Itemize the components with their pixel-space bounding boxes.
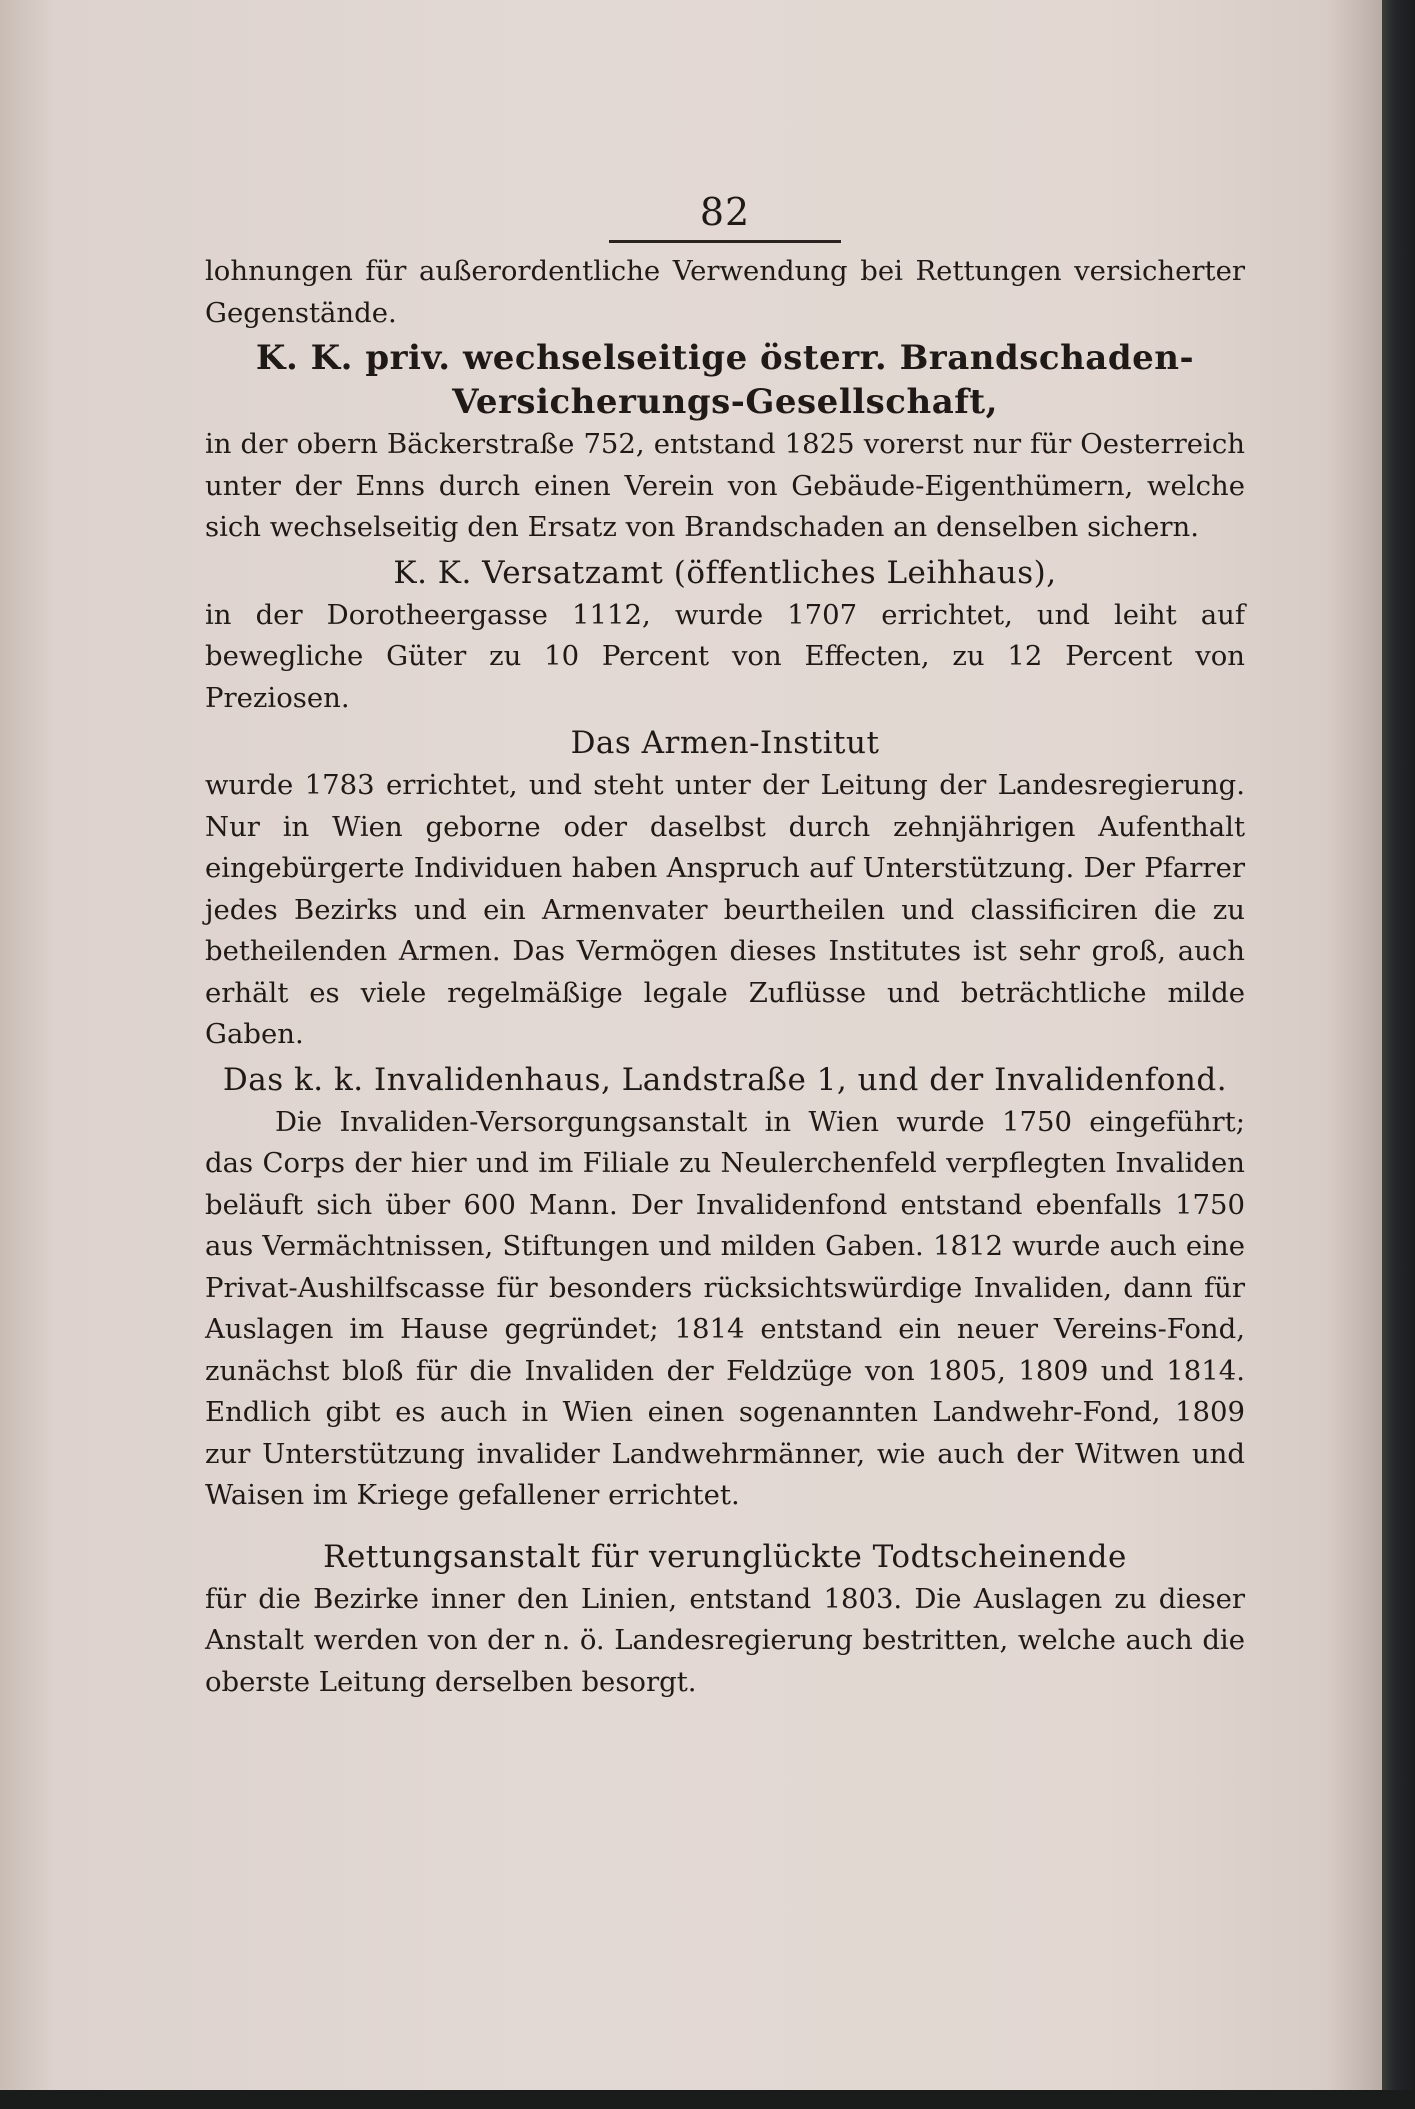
heading-armen-institut: Das Armen-Institut bbox=[570, 725, 880, 761]
heading-invalidenhaus: Das k. k. Invalidenhaus, Landstraße 1, und der Invalidenfond. bbox=[222, 1061, 1228, 1098]
body-armen-institut: wurde 1783 errichtet, und steht unter der Leitung der Landesregierung. Nur in Wien geborne oder daselbst durch zehnjährigen Aufenthalt eingebürgerte Individuen haben Anspruch auf Unterstützung. Der Pfarrer jedes Bezirks und ein Armenvater beurtheilen und classificiren die zu betheilenden Armen. Das Vermögen dieses Institutes ist sehr groß, auch erhält es viele regelmäßige legale Zuflüsse und beträchtliche milde Gaben. bbox=[205, 769, 1245, 1050]
header-rule bbox=[609, 240, 841, 243]
body-brandschaden: in der obern Bäckerstraße 752, entstand 1825 vorerst nur für Oesterreich unter der Enns durch einen Verein von Gebäude-Eigenthümern, welche sich wechselseitig den Ersatz von Brandschaden an denselben sichern. bbox=[205, 428, 1245, 543]
body-versatzamt: in der Dorotheergasse 1112, wurde 1707 errichtet, und leiht auf bewegliche Güter zu 10 Percent von Effecten, zu 12 Percent von Preziosen. bbox=[205, 598, 1245, 714]
intro-paragraph: lohnungen für außerordentliche Verwendung bei Rettungen versicherter Gegenstände. bbox=[205, 255, 1245, 329]
book-spine bbox=[1382, 0, 1415, 2109]
body-rettungsanstalt: für die Bezirke inner den Linien, entstand 1803. Die Auslagen zu dieser Anstalt werden von der n. ö. Landesregierung bestritten, welche auch die oberste Leitung derselben besorgt. bbox=[205, 1582, 1245, 1698]
page-text bbox=[205, 190, 1245, 1703]
heading-brandschaden: K. K. priv. wechselseitige österr. Brandschaden-Versicherungs-Gesellschaft, bbox=[255, 338, 1195, 422]
page-number: 82 bbox=[699, 190, 751, 234]
body-invalidenhaus: Die Invaliden-Versorgungsanstalt in Wien wurde 1750 eingeführt; das Corps der hier und im Filiale zu Neulerchenfeld verpflegten Invaliden beläuft sich über 600 Mann. Der Invalidenfond entstand ebenfalls 1750 aus Vermächtnissen, Stiftungen und milden Gaben. 1812 wurde auch eine Privat-Aushilfscasse für besonders rücksichtswürdige Invaliden, dann für Auslagen im Hause gegründet; 1814 entstand ein neuer Vereins-Fond, zunächst bloß für die Invaliden der Feldzüge von 1805, 1809 und 1814. Endlich gibt es auch in Wien einen sogenannten Landwehr-Fond, 1809 zur Unterstützung invalider Landwehrmänner, wie auch der Witwen und Waisen im Kriege gefallener errichtet. bbox=[205, 1105, 1245, 1511]
heading-rettungsanstalt: Rettungsanstalt für verunglückte Todtscheinende bbox=[323, 1538, 1127, 1575]
book-edge bbox=[0, 2090, 1415, 2109]
heading-versatzamt: K. K. Versatzamt (öffentliches Leihhaus), bbox=[393, 554, 1057, 591]
